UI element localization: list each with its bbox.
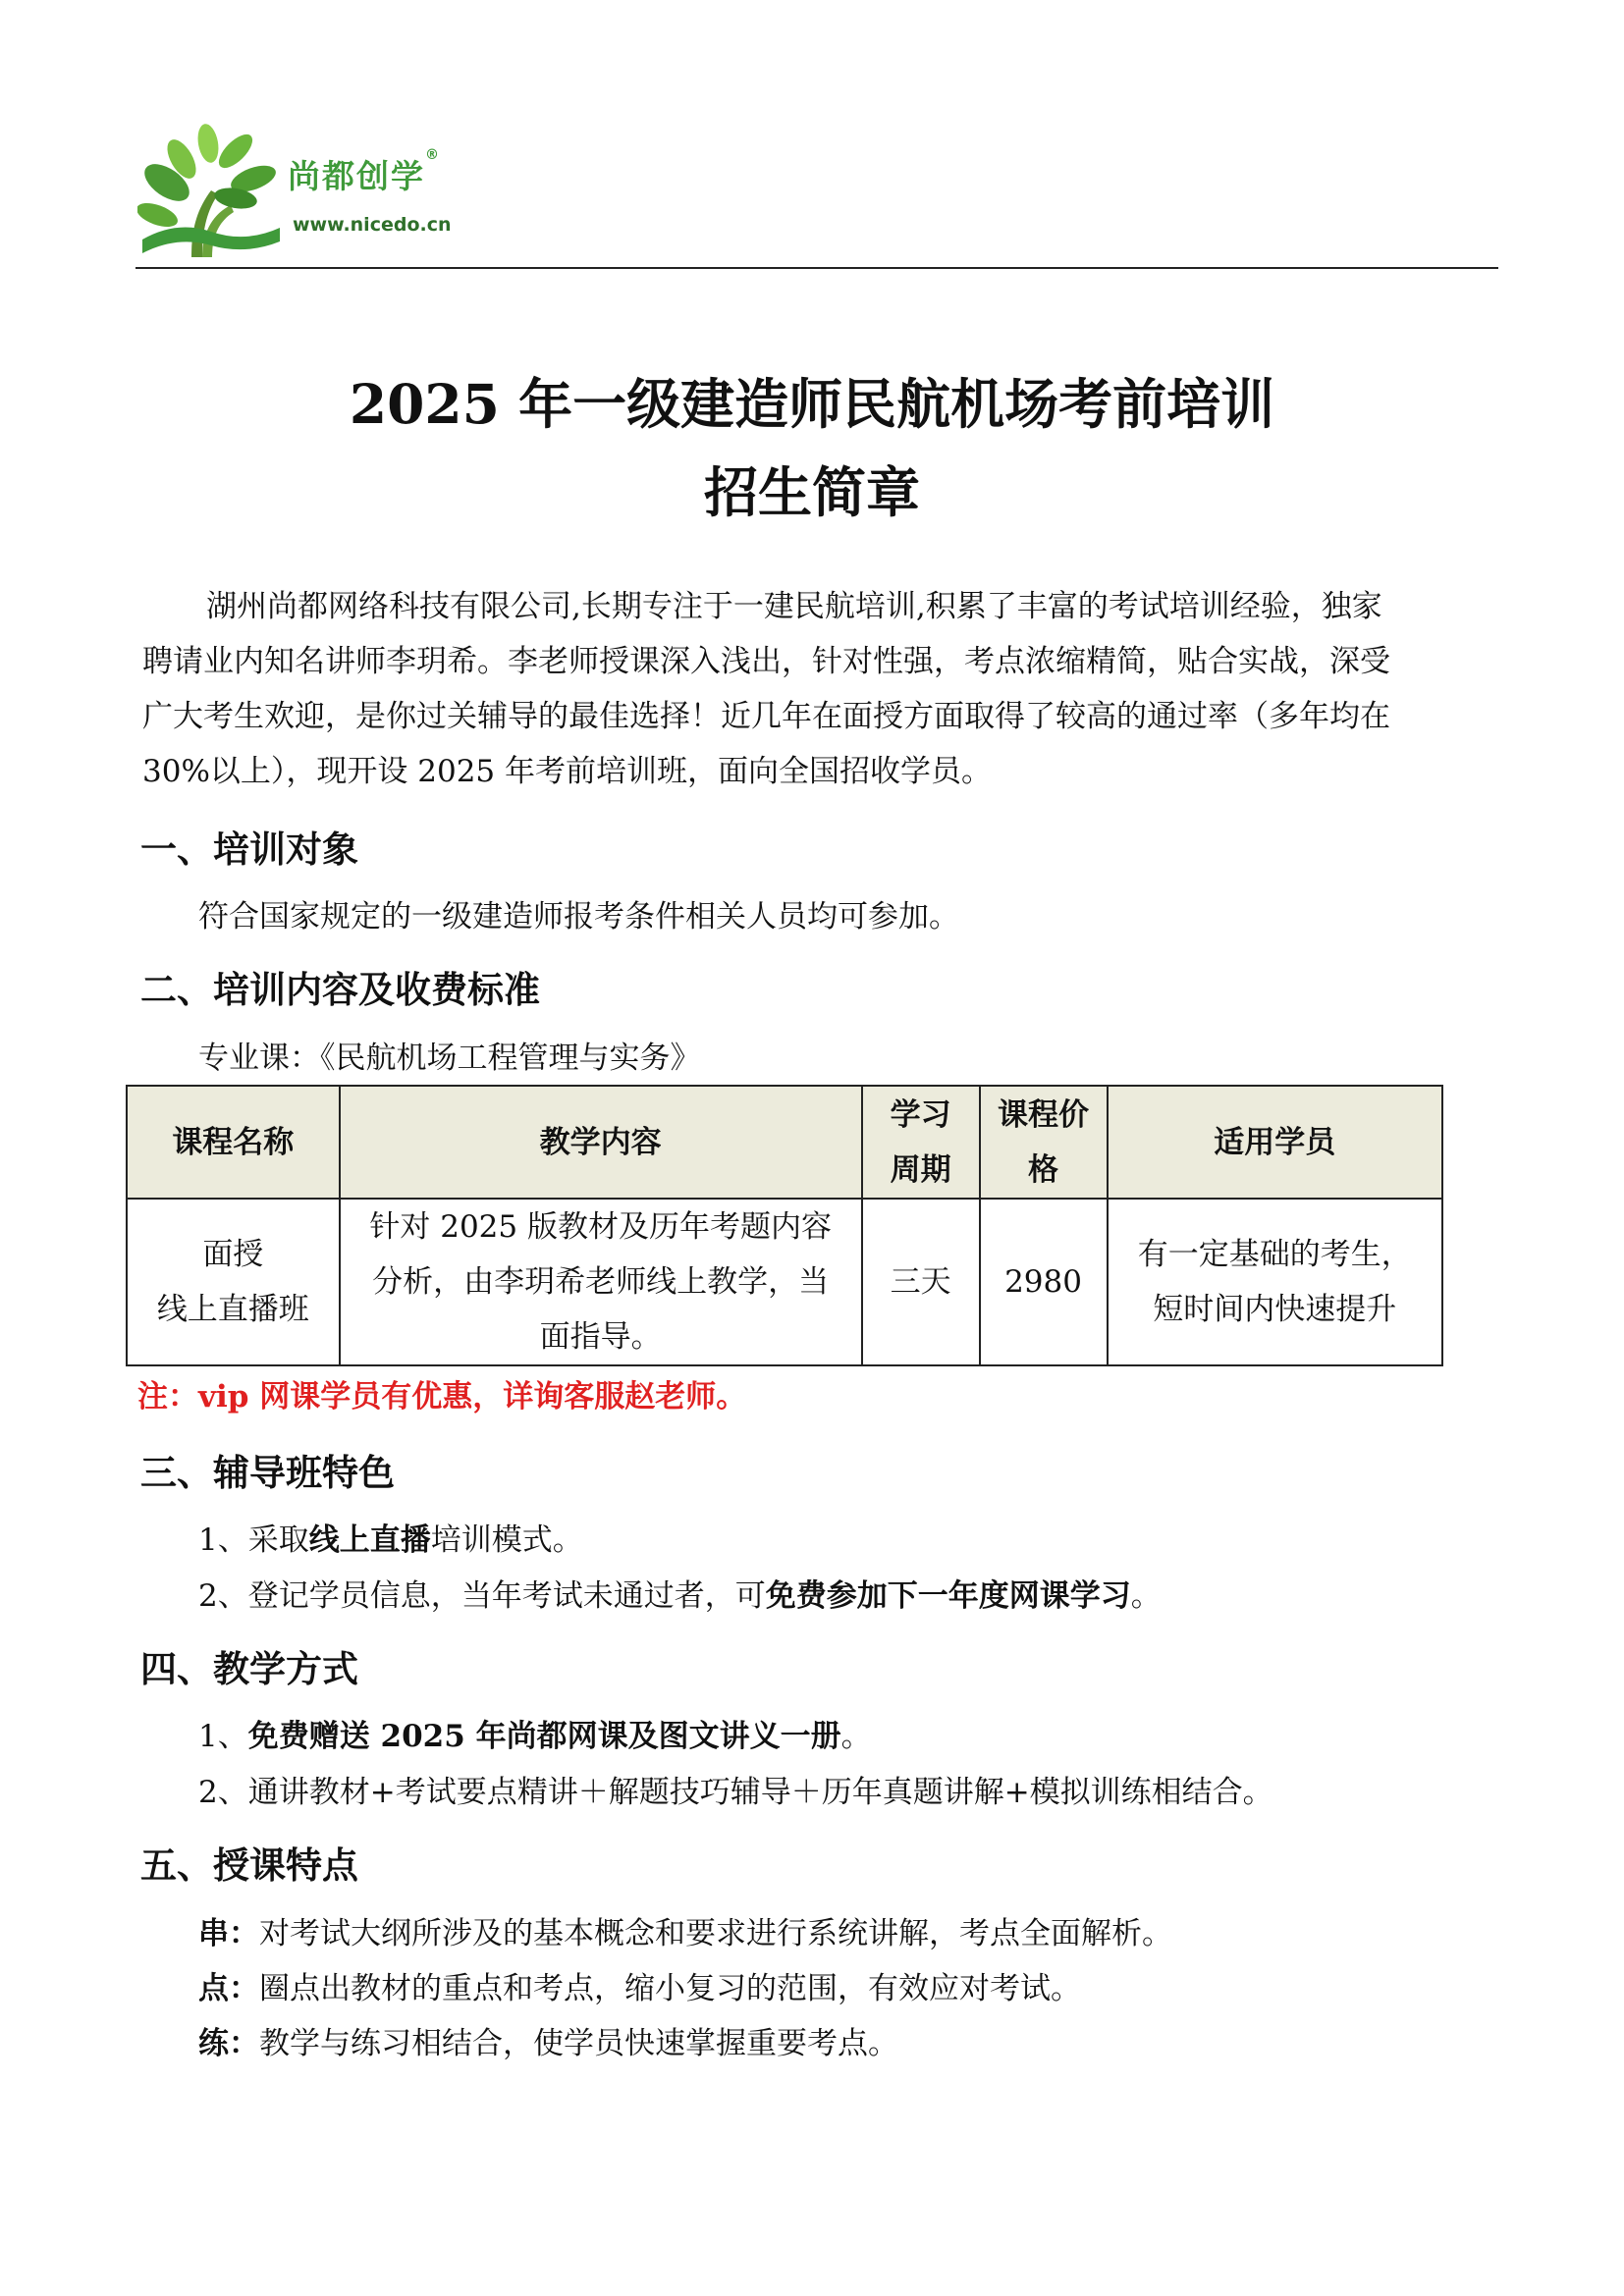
feature-item: 1、采取线上直播培训模式。 <box>198 1522 583 1558</box>
discount-note: 注：vip 网课学员有优惠，详询客服赵老师。 <box>137 1379 747 1415</box>
table-row <box>127 1199 1442 1365</box>
table-cell-course-name: 面授 线上直播班 <box>127 1199 340 1365</box>
page-title-line-1: 2025 年一级建造师民航机场考前培训 <box>349 372 1275 436</box>
course-table <box>126 1085 1443 1366</box>
section-heading: 一、培训对象 <box>140 828 358 871</box>
column-header: 课程价 格 <box>980 1086 1108 1199</box>
teaching-feature: 点：圈点出教材的重点和考点，缩小复习的范围，有效应对考试。 <box>198 1971 1081 2006</box>
column-header: 适用学员 <box>1108 1086 1443 1199</box>
page-title-line-2: 招生简章 <box>703 460 920 524</box>
method-item: 1、免费赠送 2025 年尚都网课及图文讲义一册。 <box>198 1719 872 1754</box>
intro-line: 广大考生欢迎，是你过关辅导的最佳选择！近几年在面授方面取得了较高的通过率（多年均在 <box>142 699 1390 734</box>
column-header: 课程名称 <box>127 1086 340 1199</box>
teaching-feature: 练：教学与练习相结合，使学员快速掌握重要考点。 <box>198 2026 898 2061</box>
registered-mark: ® <box>425 147 441 163</box>
section-heading: 二、培训内容及收费标准 <box>140 968 540 1011</box>
section-text: 符合国家规定的一级建造师报考条件相关人员均可参加。 <box>198 899 959 934</box>
table-cell-period: 三天 <box>862 1199 980 1365</box>
feature-item: 2、登记学员信息，当年考试未通过者，可免费参加下一年度网课学习。 <box>198 1578 1162 1614</box>
table-cell-content: 针对 2025 版教材及历年考题内容 分析，由李玥希老师线上教学，当 面指导。 <box>340 1199 862 1365</box>
table-header-row <box>127 1086 1442 1199</box>
brand-website: www.nicedo.cn <box>293 214 452 236</box>
tree-logo-icon <box>137 122 285 259</box>
header-divider <box>135 267 1498 269</box>
method-item: 2、通讲教材+考试要点精讲＋解题技巧辅导＋历年真题讲解+模拟训练相结合。 <box>198 1775 1273 1810</box>
intro-line: 湖州尚都网络科技有限公司,长期专注于一建民航培训,积累了丰富的考试培训经验，独家 <box>206 589 1382 624</box>
intro-line: 聘请业内知名讲师李玥希。李老师授课深入浅出，针对性强，考点浓缩精简，贴合实战，深受 <box>142 644 1390 679</box>
intro-line: 30%以上），现开设 2025 年考前培训班，面向全国招收学员。 <box>142 754 993 789</box>
subject-label: 专业课：《民航机场工程管理与实务》 <box>198 1041 701 1076</box>
column-header: 教学内容 <box>340 1086 862 1199</box>
section-heading: 三、辅导班特色 <box>140 1451 395 1494</box>
table-cell-audience: 有一定基础的考生， 短时间内快速提升 <box>1108 1199 1443 1365</box>
teaching-feature: 串：对考试大纲所涉及的基本概念和要求进行系统讲解，考点全面解析。 <box>198 1916 1172 1951</box>
section-heading: 五、授课特点 <box>140 1843 358 1887</box>
section-heading: 四、教学方式 <box>140 1647 358 1690</box>
brand-name: 尚都创学® <box>288 147 441 195</box>
table-cell-price: 2980 <box>980 1199 1108 1365</box>
column-header: 学习 周期 <box>862 1086 980 1199</box>
